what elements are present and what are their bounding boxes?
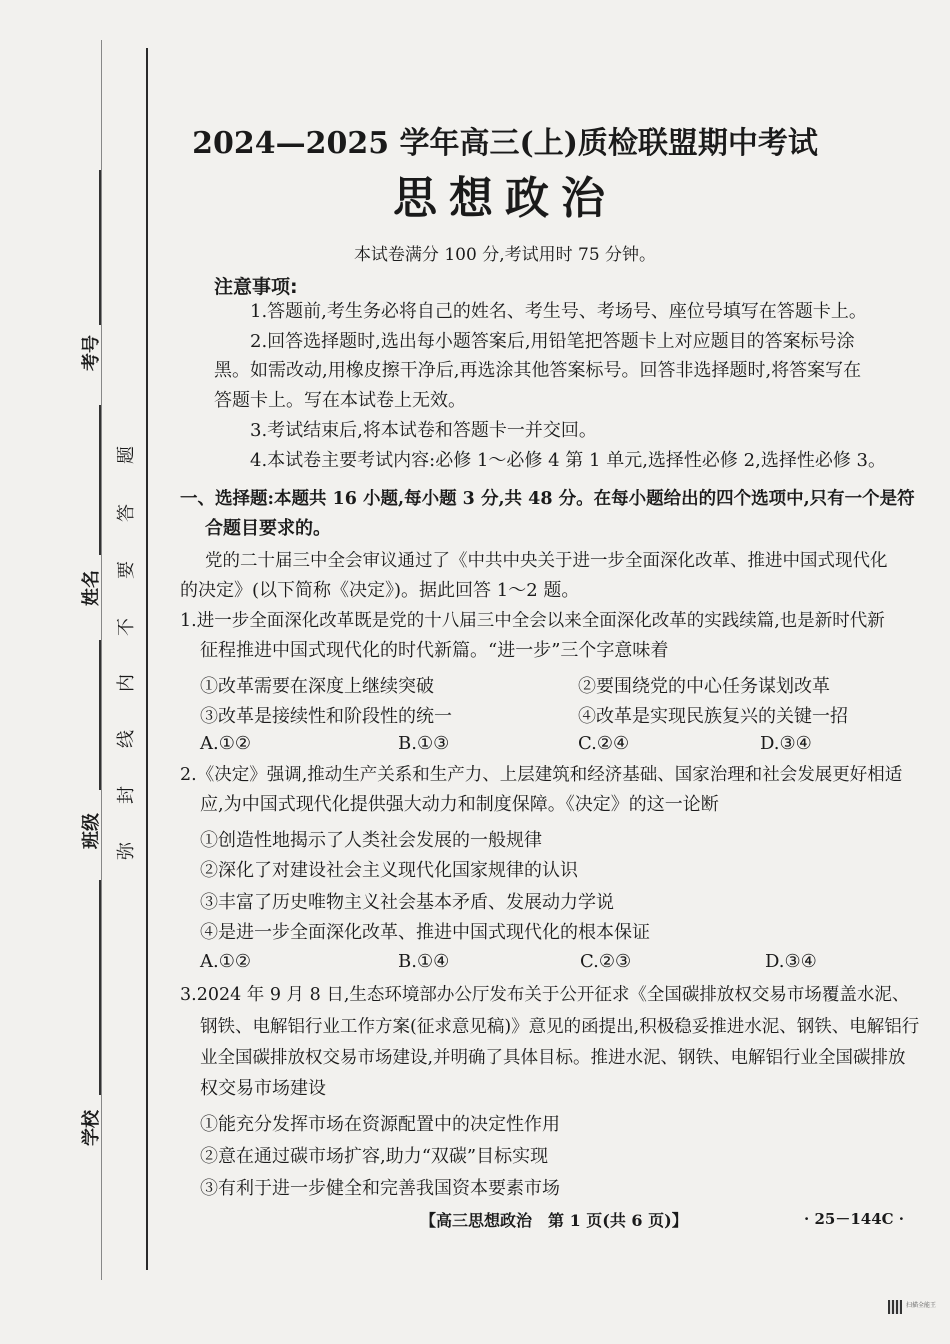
q3-stem-cont: 权交易市场建设 [200, 1078, 326, 1099]
q3-statement: ①能充分发挥市场在资源配置中的决定性作用 [200, 1114, 560, 1135]
q2-statement: ④是进一步全面深化改革、推进中国式现代化的根本保证 [200, 922, 650, 943]
q2-option-d: D.③④ [765, 951, 817, 972]
xingming-label: 姓名 [81, 570, 102, 606]
kaohao-underline [99, 170, 101, 325]
q3-statement: ②意在通过碳市场扩容,助力“双碳”目标实现 [200, 1146, 549, 1167]
material-intro-cont: 的决定》(以下简称《决定》)。据此回答 1～2 题。 [180, 580, 580, 601]
q3-stem-cont: 钢铁、电解铝行业工作方案(征求意见稿)》意见的函提出,积极稳妥推进水泥、钢铁、电解铝行 [200, 1017, 920, 1037]
notice-line: 3.考试结束后,将本试卷和答题卡一并交回。 [250, 420, 597, 441]
q1-option-a: A.①② [200, 733, 251, 754]
q2-statement: ③丰富了历史唯物主义社会基本矛盾、发展动力学说 [200, 892, 614, 913]
time-info: 本试卷满分 100 分,考试用时 75 分钟。 [353, 245, 657, 265]
q1-stem: 1.进一步全面深化改革既是党的十八届三中全会以来全面深化改革的实践续篇,也是新时代新 [180, 611, 885, 631]
q1-option-b: B.①③ [398, 733, 450, 754]
q2-option-b: B.①④ [398, 951, 450, 972]
scanner-watermark: 扫描全能王 [906, 1302, 937, 1309]
seal-char: 线 [116, 730, 137, 748]
page-footer: 【高三思想政治 第 1 页(共 6 页)】 [420, 1211, 688, 1230]
binding-line-inner [146, 48, 148, 1270]
q1-statement: ①改革需要在深度上继续突破 [200, 676, 434, 697]
q2-statement: ①创造性地揭示了人类社会发展的一般规律 [200, 830, 542, 851]
banji-label: 班级 [81, 813, 102, 849]
q2-option-a: A.①② [200, 951, 251, 972]
xingming-underline [99, 405, 101, 555]
notice-line: 1.答题前,考生务必将自己的姓名、考生号、考场号、座位号填写在答题卡上。 [250, 301, 867, 322]
xuexiao-underline [99, 880, 101, 1095]
notice-line: 黑。如需改动,用橡皮擦干净后,再选涂其他答案标号。回答非选择题时,将答案写在 [214, 360, 862, 381]
q2-option-c: C.②③ [580, 951, 632, 972]
qr-code-icon [888, 1300, 902, 1314]
q1-statement: ④改革是实现民族复兴的关键一招 [578, 706, 848, 727]
subject-title: 思想政治 [393, 173, 617, 224]
section-heading-cont: 合题目要求的。 [205, 518, 331, 539]
q1-statement: ②要围绕党的中心任务谋划改革 [578, 676, 830, 697]
q1-option-c: C.②④ [578, 733, 630, 754]
q2-statement: ②深化了对建设社会主义现代化国家规律的认识 [200, 860, 578, 881]
q1-stem-cont: 征程推进中国式现代化的时代新篇。“进一步”三个字意味着 [200, 640, 669, 661]
notice-line: 答题卡上。写在本试卷上无效。 [214, 390, 466, 411]
q3-statement: ③有利于进一步健全和完善我国资本要素市场 [200, 1178, 560, 1199]
notice-line: 2.回答选择题时,选出每小题答案后,用铅笔把答题卡上对应题目的答案标号涂 [250, 331, 855, 352]
paper-code: · 25－144C · [804, 1210, 905, 1228]
seal-char: 内 [116, 674, 137, 692]
seal-char: 要 [116, 561, 137, 579]
notice-line: 4.本试卷主要考试内容:必修 1～必修 4 第 1 单元,选择性必修 2,选择性必修 3。 [250, 450, 886, 471]
xuexiao-label: 学校 [81, 1110, 102, 1146]
q3-stem-cont: 业全国碳排放权交易市场建设,并明确了具体目标。推进水泥、钢铁、电解铝行业全国碳排放 [200, 1048, 906, 1068]
kaohao-label: 考号 [81, 335, 102, 371]
material-intro: 党的二十届三中全会审议通过了《中共中央关于进一步全面深化改革、推进中国式现代化 [205, 551, 888, 571]
section-heading: 一、选择题:本题共 16 小题,每小题 3 分,共 48 分。在每小题给出的四个选项中,只有一个是符 [180, 489, 915, 509]
banji-underline [99, 640, 101, 790]
binding-line-outer [101, 40, 102, 1280]
seal-char: 弥 [116, 842, 137, 860]
exam-title: 2024—2025 学年高三(上)质检联盟期中考试 [192, 126, 818, 161]
notice-title: 注意事项: [214, 276, 298, 298]
q2-stem: 2.《决定》强调,推动生产关系和生产力、上层建筑和经济基础、国家治理和社会发展更好相适 [180, 765, 903, 785]
q1-option-d: D.③④ [760, 733, 812, 754]
q2-stem-cont: 应,为中国式现代化提供强大动力和制度保障。《决定》的这一论断 [200, 794, 719, 815]
seal-char: 答 [116, 504, 137, 522]
q1-statement: ③改革是接续性和阶段性的统一 [200, 706, 452, 727]
seal-char: 封 [116, 786, 137, 804]
q3-stem: 3.2024 年 9 月 8 日,生态环境部办公厅发布关于公开征求《全国碳排放权交易市场覆盖水泥、 [180, 985, 910, 1005]
seal-char: 不 [116, 618, 137, 636]
seal-char: 题 [116, 446, 137, 464]
